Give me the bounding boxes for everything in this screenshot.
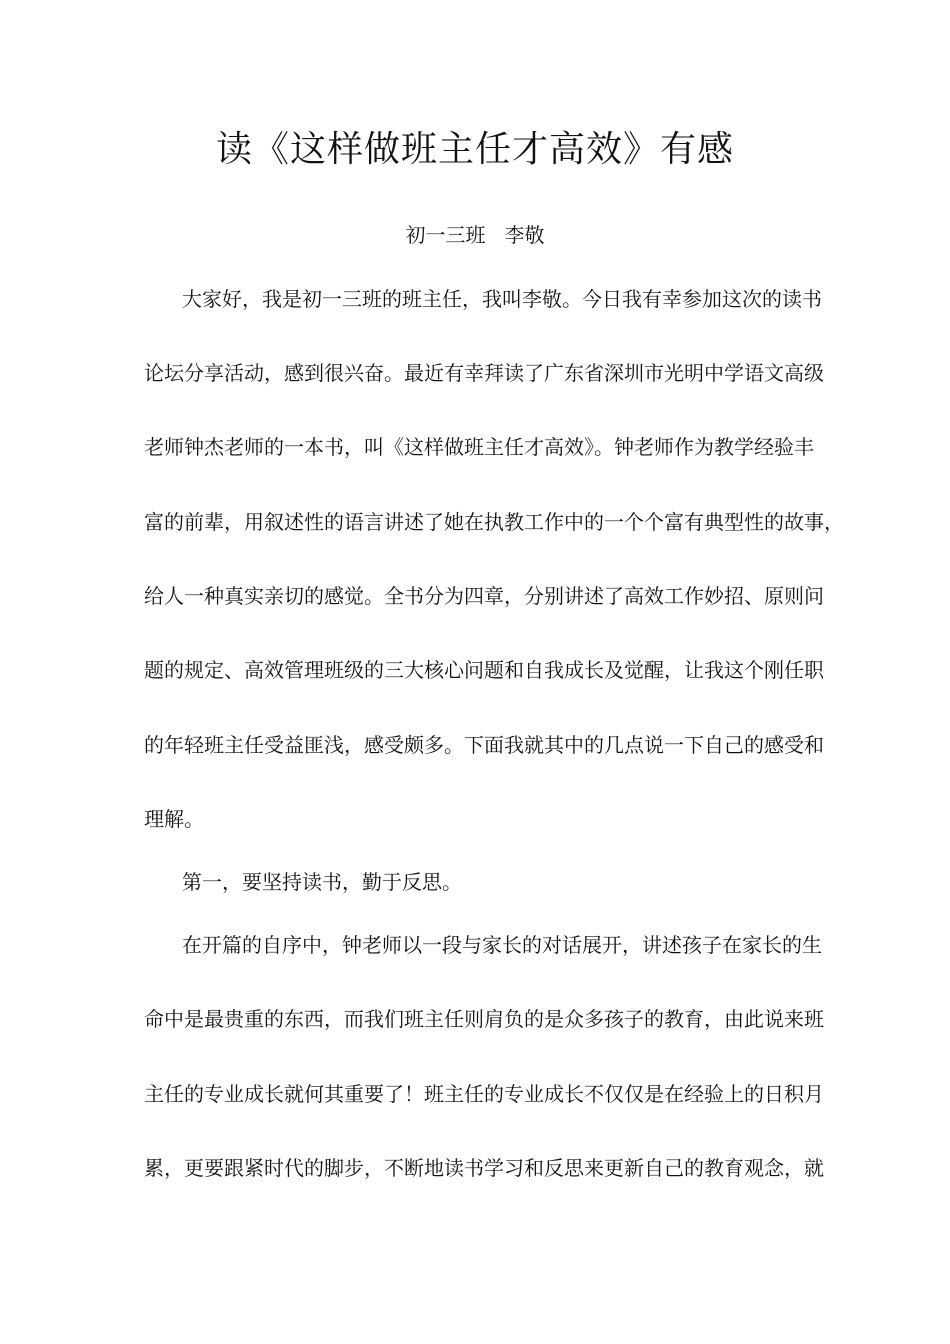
body-line: 理解。 — [144, 807, 204, 831]
body-line: 主任的专业成长就何其重要了！班主任的专业成长不仅仅是在经验上的日积月 — [144, 1082, 824, 1106]
body-line: 老师钟杰老师的一本书，叫《这样做班主任才高效》。钟老师作为教学经验丰 — [144, 435, 814, 459]
body-line: 大家好，我是初一三班的班主任，我叫李敬。今日我有幸参加这次的读书 — [182, 287, 822, 311]
body-line: 题的规定、高效管理班级的三大核心问题和自我成长及觉醒，让我这个刚任职 — [144, 658, 824, 682]
body-line: 累，更要跟紧时代的脚步，不断地读书学习和反思来更新自己的教育观念，就 — [144, 1156, 824, 1180]
body-line: 给人一种真实亲切的感觉。全书分为四章，分别讲述了高效工作妙招、原则问 — [144, 584, 824, 608]
author-byline: 初一三班 李敬 — [405, 223, 545, 247]
body-line: 的年轻班主任受益匪浅，感受颇多。下面我就其中的几点说一下自己的感受和 — [144, 733, 824, 757]
body-line: 富的前辈，用叙述性的语言讲述了她在执教工作中的一个个富有典型性的故事， — [144, 510, 844, 534]
body-line: 在开篇的自序中，钟老师以一段与家长的对话展开，讲述孩子在家长的生 — [182, 933, 822, 957]
document-title: 读《这样做班主任才高效》有感 — [215, 129, 734, 170]
body-line: 命中是最贵重的东西，而我们班主任则肩负的是众多孩子的教育，由此说来班 — [144, 1007, 824, 1031]
body-line: 论坛分享活动，感到很兴奋。最近有幸拜读了广东省深圳市光明中学语文高级 — [144, 361, 824, 385]
section-heading: 第一，要坚持读书，勤于反思。 — [182, 870, 462, 894]
